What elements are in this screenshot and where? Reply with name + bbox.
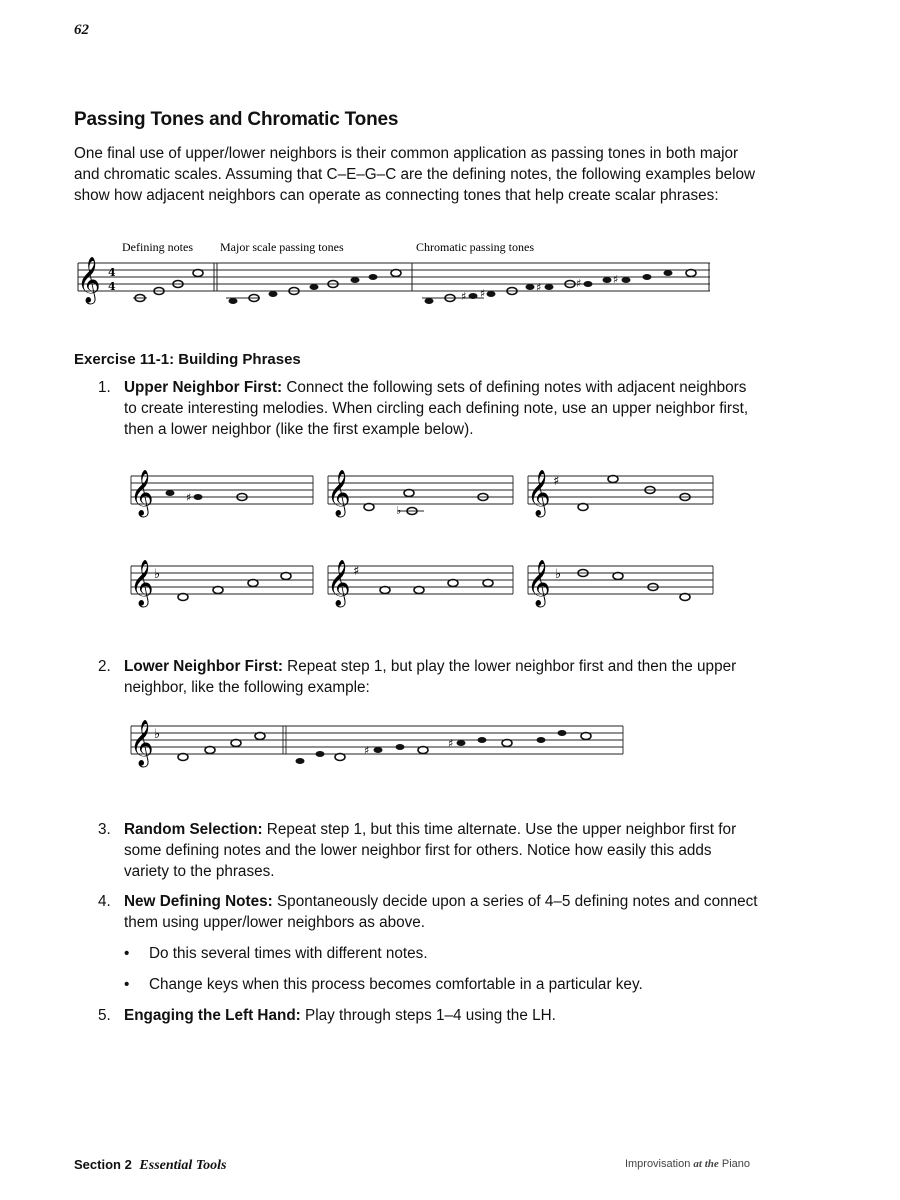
note <box>166 490 175 496</box>
step-4 <box>98 891 758 933</box>
sharp-icon: ♯ <box>613 273 619 286</box>
note <box>404 490 414 497</box>
note <box>248 580 258 587</box>
note <box>335 754 345 761</box>
sharp-icon: ♯ <box>364 744 370 757</box>
note <box>545 284 554 290</box>
note <box>469 293 478 299</box>
treble-clef-icon: 𝄞 <box>327 470 351 516</box>
note <box>478 737 487 743</box>
label-defining-notes: Defining notes <box>122 240 193 254</box>
flat-icon: ♭ <box>396 504 402 517</box>
note <box>608 476 618 483</box>
note <box>603 277 612 283</box>
sharp-icon: ♯ <box>480 287 486 300</box>
step-label: Upper Neighbor First: <box>124 379 283 396</box>
page-number: 62 <box>74 22 89 38</box>
note <box>269 291 278 297</box>
note <box>680 594 690 601</box>
step-1 <box>98 377 758 440</box>
label-chromatic: Chromatic passing tones <box>416 240 534 254</box>
bullet-text: Change keys when this process becomes comfortable in a particular key. <box>149 976 643 993</box>
step-label: New Defining Notes: <box>124 893 273 910</box>
flat-icon: ♭ <box>555 567 562 582</box>
treble-clef-icon: 𝄞 <box>527 470 551 516</box>
note <box>351 277 360 283</box>
note <box>296 758 305 764</box>
sharp-icon: ♯ <box>461 290 467 303</box>
sharp-icon: ♯ <box>576 277 582 290</box>
footer-book-title: Improvisation at the Piano <box>624 1158 750 1170</box>
note <box>369 274 378 280</box>
sharp-icon: ♯ <box>186 491 192 504</box>
step-3 <box>98 819 758 882</box>
bullet-text: Do this several times with different notes. <box>149 945 428 962</box>
note <box>483 580 493 587</box>
note <box>414 587 424 594</box>
note <box>316 751 325 757</box>
note <box>502 740 512 747</box>
note <box>396 744 405 750</box>
step-text: Spontaneously decide upon a series of 4–5 defining notes and connect them using upper/lower neighbors as above. <box>124 893 758 931</box>
note <box>526 284 535 290</box>
label-major-scale: Major scale passing tones <box>220 240 344 254</box>
note <box>643 274 652 280</box>
note <box>613 573 623 580</box>
sharp-icon: ♯ <box>448 737 454 750</box>
note <box>194 494 203 500</box>
note <box>664 270 673 276</box>
step-label: Random Selection: <box>124 821 263 838</box>
treble-clef-icon: 𝄞 <box>130 720 154 766</box>
note <box>193 270 203 277</box>
note <box>213 587 223 594</box>
sharp-icon: ♯ <box>353 564 360 579</box>
note <box>578 504 588 511</box>
note <box>558 730 567 736</box>
note <box>310 284 319 290</box>
step-number: 5. <box>98 1007 111 1024</box>
intro-paragraph: One final use of upper/lower neighbors is their common application as passing tones in both major and chromatic scales. Assuming that C–E–G–C are the defining notes, the following examples below show how adjacent neighbors can operate as connecting tones that help create scalar phrases: <box>74 145 756 204</box>
exercise-title: Exercise 11-1: Building Phrases <box>74 351 301 368</box>
note <box>281 573 291 580</box>
note <box>364 504 374 511</box>
note <box>178 754 188 761</box>
note <box>487 291 496 297</box>
footer-section-title: Essential Tools <box>139 1158 227 1173</box>
note <box>178 594 188 601</box>
footer-section <box>74 1157 226 1174</box>
time-sig-top: 4 <box>108 266 116 279</box>
sharp-icon: ♯ <box>536 281 542 294</box>
bullet-item: • Change keys when this process becomes comfortable in a particular key. <box>124 976 643 993</box>
bullet-item: • Do this several times with different notes. <box>124 945 428 962</box>
treble-clef-icon: 𝄞 <box>130 560 154 606</box>
note <box>205 747 215 754</box>
note <box>425 298 434 304</box>
note <box>391 270 401 277</box>
note <box>686 270 696 277</box>
scale-example-staff <box>74 236 714 308</box>
lower-neighbor-staff <box>128 712 628 772</box>
note <box>622 277 631 283</box>
step-5 <box>98 1005 758 1026</box>
flat-icon: ♭ <box>154 727 161 742</box>
note <box>448 580 458 587</box>
note <box>418 747 428 754</box>
exercise-staff-row-2 <box>128 552 723 612</box>
step-label: Engaging the Left Hand: <box>124 1007 301 1024</box>
step-number: 4. <box>98 893 111 910</box>
chromatic-notes <box>422 270 696 305</box>
section-heading: Passing Tones and Chromatic Tones <box>74 109 399 130</box>
flat-icon: ♭ <box>154 567 161 582</box>
step-text: Play through steps 1–4 using the LH. <box>300 1007 556 1024</box>
note <box>229 298 238 304</box>
note <box>380 587 390 594</box>
defining-notes <box>133 270 203 302</box>
note <box>584 281 593 287</box>
major-scale-notes <box>226 270 401 305</box>
note <box>374 747 383 753</box>
step-text: Repeat step 1, but this time alternate. Use the upper neighbor first for some defining notes and the lower neighbor first for others. Notice how easily this adds variety to the phrases. <box>124 821 737 880</box>
note <box>581 733 591 740</box>
step-number: 3. <box>98 821 111 838</box>
step-number: 2. <box>98 658 111 675</box>
step-text: Connect the following sets of defining notes with adjacent neighbors to create interesting melodies. When circling each defining note, use an upper neighbor first, then a lower neighbor (like the first example below). <box>124 379 749 438</box>
step-2 <box>98 656 758 698</box>
footer-section-label: Section 2 <box>74 1157 132 1172</box>
note <box>457 740 466 746</box>
sharp-icon: ♯ <box>553 474 560 489</box>
treble-clef-icon: 𝄞 <box>77 257 101 303</box>
time-sig-bottom: 4 <box>108 280 116 293</box>
note <box>537 737 546 743</box>
note <box>231 740 241 747</box>
note <box>255 733 265 740</box>
step-text: Repeat step 1, but play the lower neighbor first and then the upper neighbor, like the following example: <box>124 658 737 696</box>
exercise-staff-row-1 <box>128 462 723 522</box>
step-label: Lower Neighbor First: <box>124 658 283 675</box>
treble-clef-icon: 𝄞 <box>130 470 154 516</box>
treble-clef-icon: 𝄞 <box>527 560 551 606</box>
step-number: 1. <box>98 379 111 396</box>
treble-clef-icon: 𝄞 <box>327 560 351 606</box>
